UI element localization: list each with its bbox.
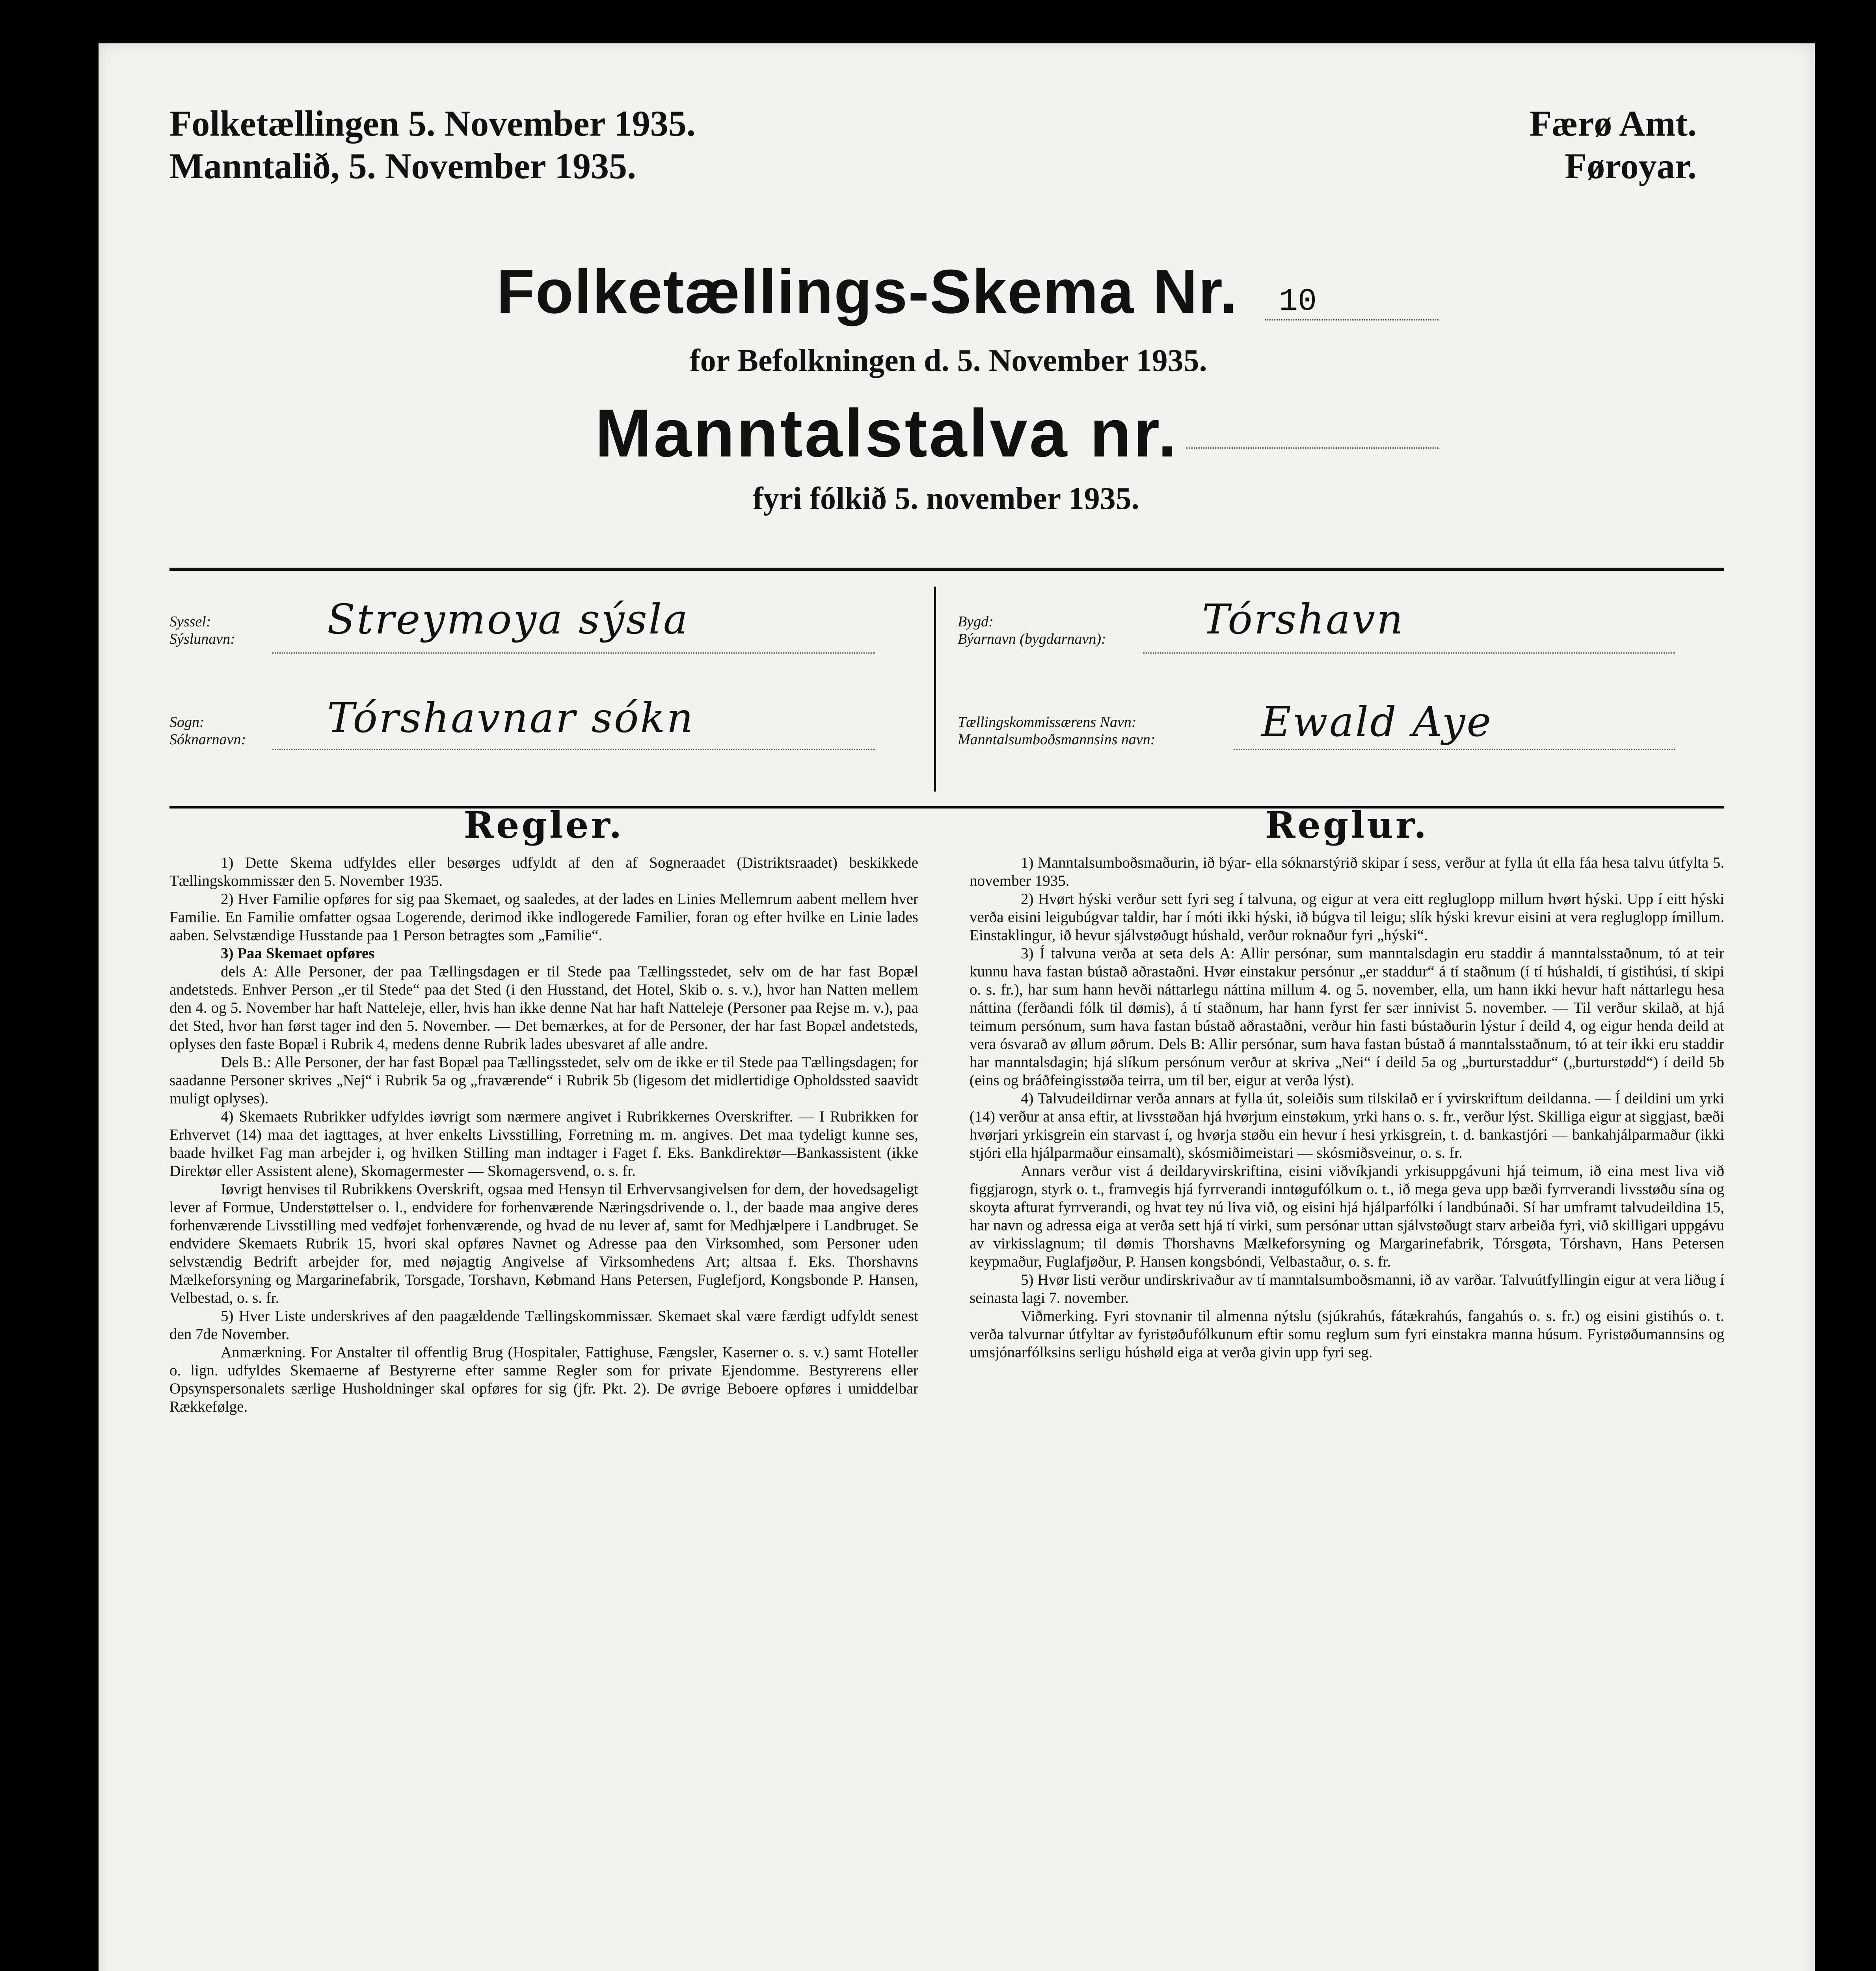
header-census-faroese: Manntalið, 5. November 1935. [169,146,636,186]
form-number: 10 [1279,284,1317,320]
form-number-dotted-line [1265,319,1439,320]
form-subtitle-danish: for Befolkningen d. 5. November 1935. [690,343,1207,378]
bygd-label-faroese: Býarnavn (bygdarnavn): [958,631,1106,647]
rules-danish-column [169,804,918,1416]
kommissaer-label-danish: Tællingskommissærens Navn: [958,714,1137,730]
form-bottom-rule [169,806,1724,809]
header-county-faroese: Føroyar. [1565,146,1697,186]
field-label-syssel [169,613,235,648]
rule-fo-1: 1) Manntalsumboðsmaðurin, ið býar- ella sóknarstýrið skipar í sess, verður at fylla út ella fáa hesa talvu útfylta 5. november 1935. [970,854,1724,889]
field-label-bygd [958,613,1106,648]
rule-da-3: 3) Paa Skemaet opføres [221,945,375,962]
rule-fo-4b: Annars verður vist á deildaryvirskriftina, eisini viðvíkjandi yrkisuppgávuni hjá teimum, ið eina mest liva við figgjarogn, styrk o. t., framvegis hjá fyrrverandi inntøgufólkum o. t., ið mega geva upp bæði fyrrverandi livsstøðu sína og skoyta afturat fyrrverandi, og hvat tey nú liva við, og eisini hjá hjálparfólki í landbúnaði. Sí har umframt talvudeildina 15, har navn og adressa eiga at verða sett hjá tí virki, sum persónar uttan sjálvstøðugt starv arbeiða fyri, við skilligari uppgávu av virkisslagnum; til dømis Thorshavns Mælkeforsyning og Margarinefabrik, Tórsgøta, Tórshavn, Hans Petersen keypmaður, Fuglafjøður, P. Hansen kongsbóndi, Velbastaður, o. s. fr. [970,1162,1724,1270]
rule-fo-4: 4) Talvudeildirnar verða annars at fylla út, soleiðis sum tilskilað er í yvirskriftum deildanna. — Í deildini um yrki (14) verður at ansa eftir, at livsstøðan hjá hvørjum einstøkum, yrki hans o. s. fr., verður lýst. Skilliga eigur at siggjast, bæði hvørjari yrkisgrein ein starvast í, og hvørja støðu ein hevur í hesi yrkisgrein, t. d. bankastjóri — bankahjálparmaður (ikki stjóri ella hjálparmaður einsamalt), skósmiðimeistari — skósmiðsveinur, o. s. fr. [970,1090,1724,1161]
rule-fo-5: 5) Hvør listi verður undirskrivaður av tí manntalsumboðsmanni, ið av varðar. Talvuútfyllingin eigur at vera liðug í seinasta lagi 7. november. [970,1271,1724,1306]
rule-da-1: 1) Dette Skema udfyldes eller besørges udfyldt af den af Sogneraadet (Distriktsraadet) beskikkede Tællingskommissær den 5. November 1935. [169,854,918,889]
field-label-kommissaer [958,714,1155,748]
form-title-danish: Folketællings-Skema Nr. [497,257,1238,326]
rule-da-3a: dels A: Alle Personer, der paa Tællingsdagen er til Stede paa Tællingsstedet, selv om de har fast Bopæl andetsteds. Enhver Person „er til Stede“ paa det Sted (i den Husstand, det Hotel, Skib o. s. v.), hvor han Natten mellem den 4. og 5. November har haft Natteleje, eller, hvis han ikke denne Nat har haft Natteleje (Personer paa Rejse m. v.), paa det Sted, hvor han først tager ind den 5. November. — Det bemærkes, at for de Personer, der har fast Bopæl andetsteds, oplyses den faste Bopæl i Rubrik 4, medens denne Rubrik lades ubesvaret af alle andre. [169,963,918,1053]
sogn-label-danish: Sogn: [169,714,205,730]
syssel-label-faroese: Sýslunavn: [169,631,235,647]
sogn-label-faroese: Sóknarnavn: [169,731,246,748]
syssel-value: Streymoya sýsla [327,595,689,643]
rule-da-2: 2) Hver Familie opføres for sig paa Skemaet, og saaledes, at der lades en Linies Mellemrum aabent mellem hver Familie. En Familie omfatter ogsaa Logerende, derimod ikke indlogerede Familier, foran og efter hvilke en Linie lades aaben. Selvstændige Husstande paa 1 Person betragtes som „Familie“. [169,890,918,944]
sogn-dotted-line [272,749,875,750]
bygd-value: Tórshavn [1202,595,1405,643]
rules-faroese-column [970,804,1724,1362]
bygd-dotted-line [1143,652,1675,654]
syssel-dotted-line [272,652,875,654]
rules-faroese-heading: Reglur. [1265,804,1429,846]
rule-fo-note: Viðmerking. Fyri stovnanir til almenna nýtslu (sjúkrahús, fátækrahús, fangahús o. s. fr.) og eisini gistihús o. t. verða talvurnar útfyltar av fyristøðufólkunum eftir somu reglum sum fyri einstakra manna húsum. Fyristøðumannsins og umsjónarfólksins serligu húshøld eiga at verða givin upp fyri seg. [970,1308,1724,1361]
field-label-sogn [169,714,246,748]
rule-da-4b: Iøvrigt henvises til Rubrikkens Overskrift, ogsaa med Hensyn til Erhvervsangivelsen for dem, der hovedsageligt lever af Formue, Understøttelser o. l., endvidere for forhenværende Næringsdrivende o. l., der baade maa angive deres forhenværende Livsstilling med vedføjet forhenværende, og hvad de nu lever af, samt for Medhjælpere i Landbruget. Se endvidere Skemaets Rubrik 15, hvori skal opføres Navnet og Adresse paa den Virksomhed, som Personer uden selvstændig Bedrift arbejder for, med nøjagtig Angivelse af Virksomhedens Art; altsaa f. Eks. Thorshavns Mælkeforsyning og Margarinefabrik, Torsgade, Torshavn, Købmand Hans Petersen, Fuglefjord, Kongsbonde P. Hansen, Velbestad, o. s. fr. [169,1181,918,1306]
kommissaer-dotted-line [1234,749,1675,750]
kommissaer-label-faroese: Manntalsumboðsmannsins navn: [958,731,1156,748]
header-census-danish: Folketællingen 5. November 1935. [169,103,696,143]
rule-fo-2: 2) Hvørt hýski verður sett fyri seg í talvuna, og eigur at vera eitt regluglopp millum hvørt hýski. Upp í eitt hýski verða eisini leigubúgvar taldir, har í móti ikki hýski, ið búgva til leigu; slík hýski krevur eisini at vera regluglopp ímillum. Einstaklingur, ið hevur sjálvstøðugt húshald, verður roknaður fyri „hýski“. [970,890,1724,944]
kommissaer-signature: Ewald Aye [1261,698,1493,746]
form-number-dotted-line-faroese [1186,447,1439,449]
form-top-rule [169,568,1724,571]
census-form-page [99,43,1815,1971]
form-divider [934,587,936,792]
header-county-danish: Færø Amt. [1529,103,1697,143]
rule-da-4: 4) Skemaets Rubrikker udfyldes iøvrigt som nærmere angivet i Rubrikkernes Overskrifter. — I Rubrikken for Erhvervet (14) maa det iagttages, at hver enkelts Livsstilling, Forretning m. m. angives. Det maa tydeligt kunne ses, baade hvilket Fag man arbejder i, og hvilken Stilling man indtager i Faget f. Eks. Bankdirektør—Bankassistent (ikke Direktør eller Assistent alene), Skomagermester — Skomagersvend, o. s. fr. [169,1108,918,1179]
bygd-label-danish: Bygd: [958,613,994,630]
form-subtitle-faroese: fyri fólkið 5. november 1935. [753,481,1139,516]
sogn-value: Tórshavnar sókn [327,694,695,742]
rule-fo-3: 3) Í talvuna verða at seta dels A: Allir persónar, sum manntalsdagin eru staddir á manntalsstaðnum, tó at teir kunnu hava fastan bústað aðrastaðni. Hvør einstakur persónur „er staddur“ á tí staðnum (í tí húshaldi, tí gistihúsi, tí skipi o. s. fr.), har sum hann hevði náttarlegu náttina millum 4. og 5. november, ella, um hann ikki hevur haft náttarlegu hesa náttina (ferðandi fólk til dømis), á tí staðnum, har hann fyrst fer sær innivist 5. november. — Til verður skilað, at hjá teimum persónum, sum hava fastan bústað aðrastaðni, verður hin fasti bústaðurin lýstur í deild 4, og eigur henda deild at vera ósvarað av øllum øðrum. Dels B: Allir persónar, sum hava fastan bústað á manntalsstaðnum, tó at teir ikki eru staddir har manntalsdagin; hjá slíkum persónum verður at skriva „Nei“ í deild 5a og „burturstaddur“ („burturstødd“) í deild 5b (eins og bráðfeingisstøða teirra, um til ber, eigur at verða lýst). [970,945,1724,1089]
rule-da-3b: Dels B.: Alle Personer, der har fast Bopæl paa Tællingsstedet, selv om de ikke er til Stede paa Tællingsdagen; for saadanne Personer skrives „Nej“ i Rubrik 5a og „fraværende“ i Rubrik 5b (ligesom det midlertidige Opholdssted saavidt muligt oplyses). [169,1054,918,1107]
rule-da-note: Anmærkning. For Anstalter til offentlig Brug (Hospitaler, Fattighuse, Fængsler, Kaserner o. s. v.) samt Hoteller o. lign. udfyldes Skemaerne af Bestyrerne efter samme Regler som for private Ejendomme. Bestyrerens eller Opsynspersonalets særlige Husholdninger skal opføres for sig (jfr. Pkt. 2). De øvrige Beboere opføres i umiddelbar Rækkefølge. [169,1344,918,1415]
syssel-label-danish: Syssel: [169,613,211,630]
form-title-faroese: Manntalstalva nr. [595,395,1179,471]
rules-danish-heading: Regler. [463,804,624,846]
rule-da-5: 5) Hver Liste underskrives af den paagældende Tællingskommissær. Skemaet skal være færdigt udfyldt senest den 7de November. [169,1308,918,1343]
